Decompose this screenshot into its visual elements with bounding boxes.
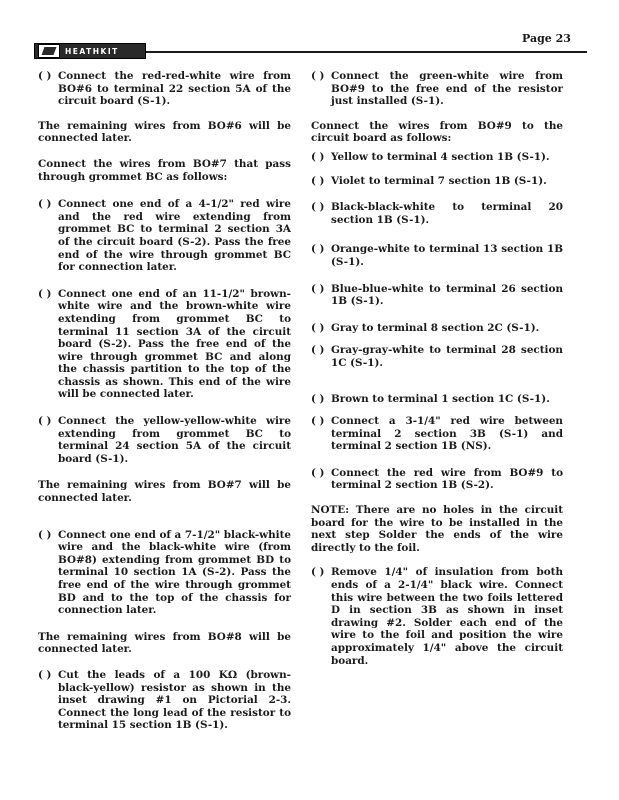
checklist-step: [311, 243, 563, 268]
checkbox[interactable]: ( ): [311, 201, 325, 214]
step-text: Connect one end of a 7-1/2" black-white wire and the black-white wire (from BO#8) extending from grommet BD to terminal 10 section 1A (S-2). Pass the free end of the wire through grommet BD and to the top of the chassis for connection later.: [58, 528, 291, 617]
checkbox[interactable]: ( ): [311, 321, 325, 334]
right-column: [311, 70, 563, 667]
checkbox[interactable]: ( ): [38, 668, 52, 681]
step-text: Connect the red wire from BO#9 to terminal 2 section 1B (S-2).: [331, 466, 563, 492]
step-text: Brown to terminal 1 section 1C (S-1).: [331, 392, 550, 405]
note-paragraph: NOTE: There are no holes in the circuit board for the wire to be installed in the next step Solder the ends of the wire directly to the foil.: [311, 504, 563, 554]
step-text: Connect one end of a 4-1/2" red wire and the red wire extending from grommet BC to terminal 2 section 3A of the circuit board (S-2). Pass the free end of the wire through grommet BC for connection later.: [58, 198, 291, 274]
checklist-step: [311, 201, 563, 226]
instruction-paragraph: The remaining wires from BO#6 will be connected later.: [38, 119, 291, 145]
checklist-step: [38, 198, 291, 274]
step-text: Connect a 3-1/4" red wire between terminal 2 section 3B (S-1) and terminal 2 section 1B (NS).: [331, 415, 563, 453]
step-text: Black-black-white to terminal 20 section 1B (S-1).: [331, 201, 563, 226]
checkbox[interactable]: ( ): [311, 415, 325, 428]
checkbox[interactable]: ( ): [311, 282, 325, 295]
checklist-step: [311, 151, 563, 164]
step-text: Gray-gray-white to terminal 28 section 1C (S-1).: [331, 344, 563, 369]
page-number: Page 23: [522, 32, 571, 45]
checklist-step: [311, 393, 563, 406]
header-rule: [146, 51, 587, 53]
checklist-step: [311, 175, 563, 188]
checkbox[interactable]: ( ): [311, 70, 325, 82]
step-text: Cut the leads of a 100 KΩ (brown-black-yellow) resistor as shown in the inset drawing #1 on Pictorial 2-3. Connect the long lead of the resistor to terminal 15 section 1B (S-1).: [58, 668, 291, 732]
checkbox[interactable]: ( ): [311, 174, 325, 187]
instruction-paragraph: Connect the wires from BO#7 that pass through grommet BC as follows:: [38, 157, 291, 183]
instruction-paragraph: The remaining wires from BO#7 will be connected later.: [38, 479, 291, 505]
logo-text: HEATHKIT: [65, 46, 119, 56]
checkbox[interactable]: ( ): [311, 344, 325, 357]
instruction-paragraph: The remaining wires from BO#8 will be connected later.: [38, 630, 291, 656]
checklist-step: [38, 288, 291, 401]
checklist-step: [38, 529, 291, 617]
instruction-paragraph: Connect the wires from BO#9 to the circuit board as follows:: [311, 119, 563, 145]
left-column: [38, 70, 291, 732]
checklist-step: [311, 322, 563, 335]
checkbox[interactable]: ( ): [38, 528, 52, 541]
step-text: Gray to terminal 8 section 2C (S-1).: [331, 321, 540, 334]
checklist-step: [311, 415, 563, 453]
checklist-step: [38, 70, 291, 108]
checkbox[interactable]: ( ): [311, 392, 325, 405]
heathkit-logo: [34, 43, 146, 59]
step-text: Yellow to terminal 4 section 1B (S-1).: [331, 150, 550, 163]
checkbox[interactable]: ( ): [311, 466, 325, 479]
step-text: Orange-white to terminal 13 section 1B (S-1).: [331, 243, 563, 268]
checklist-step: [311, 344, 563, 369]
step-text: Blue-blue-white to terminal 26 section 1B (S-1).: [331, 282, 563, 308]
checkbox[interactable]: ( ): [311, 150, 325, 163]
checkbox[interactable]: ( ): [38, 287, 52, 300]
step-text: Violet to terminal 7 section 1B (S-1).: [331, 174, 547, 187]
checkbox[interactable]: ( ): [311, 243, 325, 256]
step-text: Connect the yellow-yellow-white wire extending from grommet BC to terminal 24 section 5A of the circuit board (S-1).: [58, 415, 291, 465]
step-text: Connect one end of an 11-1/2" brown-white wire and the brown-white wire extending from grommet BC to terminal 11 section 3A of the circuit board (S-2). Pass the free end of the wire through grommet BC and along the chassis partition to the top of the chassis as shown. This end of the wire will be connected later.: [58, 287, 291, 401]
logo-emblem-icon: [38, 44, 60, 58]
checklist-step: [38, 669, 291, 732]
checkbox[interactable]: ( ): [38, 415, 52, 428]
page-header: [0, 0, 619, 62]
checkbox[interactable]: ( ): [38, 198, 52, 211]
checklist-step: [311, 70, 563, 108]
checkbox[interactable]: ( ): [38, 70, 52, 82]
checklist-step: [38, 415, 291, 465]
step-text: Connect the green-white wire from BO#9 to the free end of the resistor just installed (S-1).: [331, 70, 563, 108]
checkbox[interactable]: ( ): [311, 566, 325, 579]
step-text: Connect the red-red-white wire from BO#6 to terminal 22 section 5A of the circuit board (S-1).: [58, 70, 291, 108]
checklist-step: [311, 566, 563, 667]
checklist-step: [311, 467, 563, 492]
checklist-step: [311, 283, 563, 308]
step-text: Remove 1/4" of insulation from both ends of a 2-1/4" black wire. Connect this wire between the two foils lettered D in section 3B as shown in inset drawing #2. Solder each end of the wire to the foil and position the wire approximately 1/4" above the circuit board.: [331, 566, 563, 667]
